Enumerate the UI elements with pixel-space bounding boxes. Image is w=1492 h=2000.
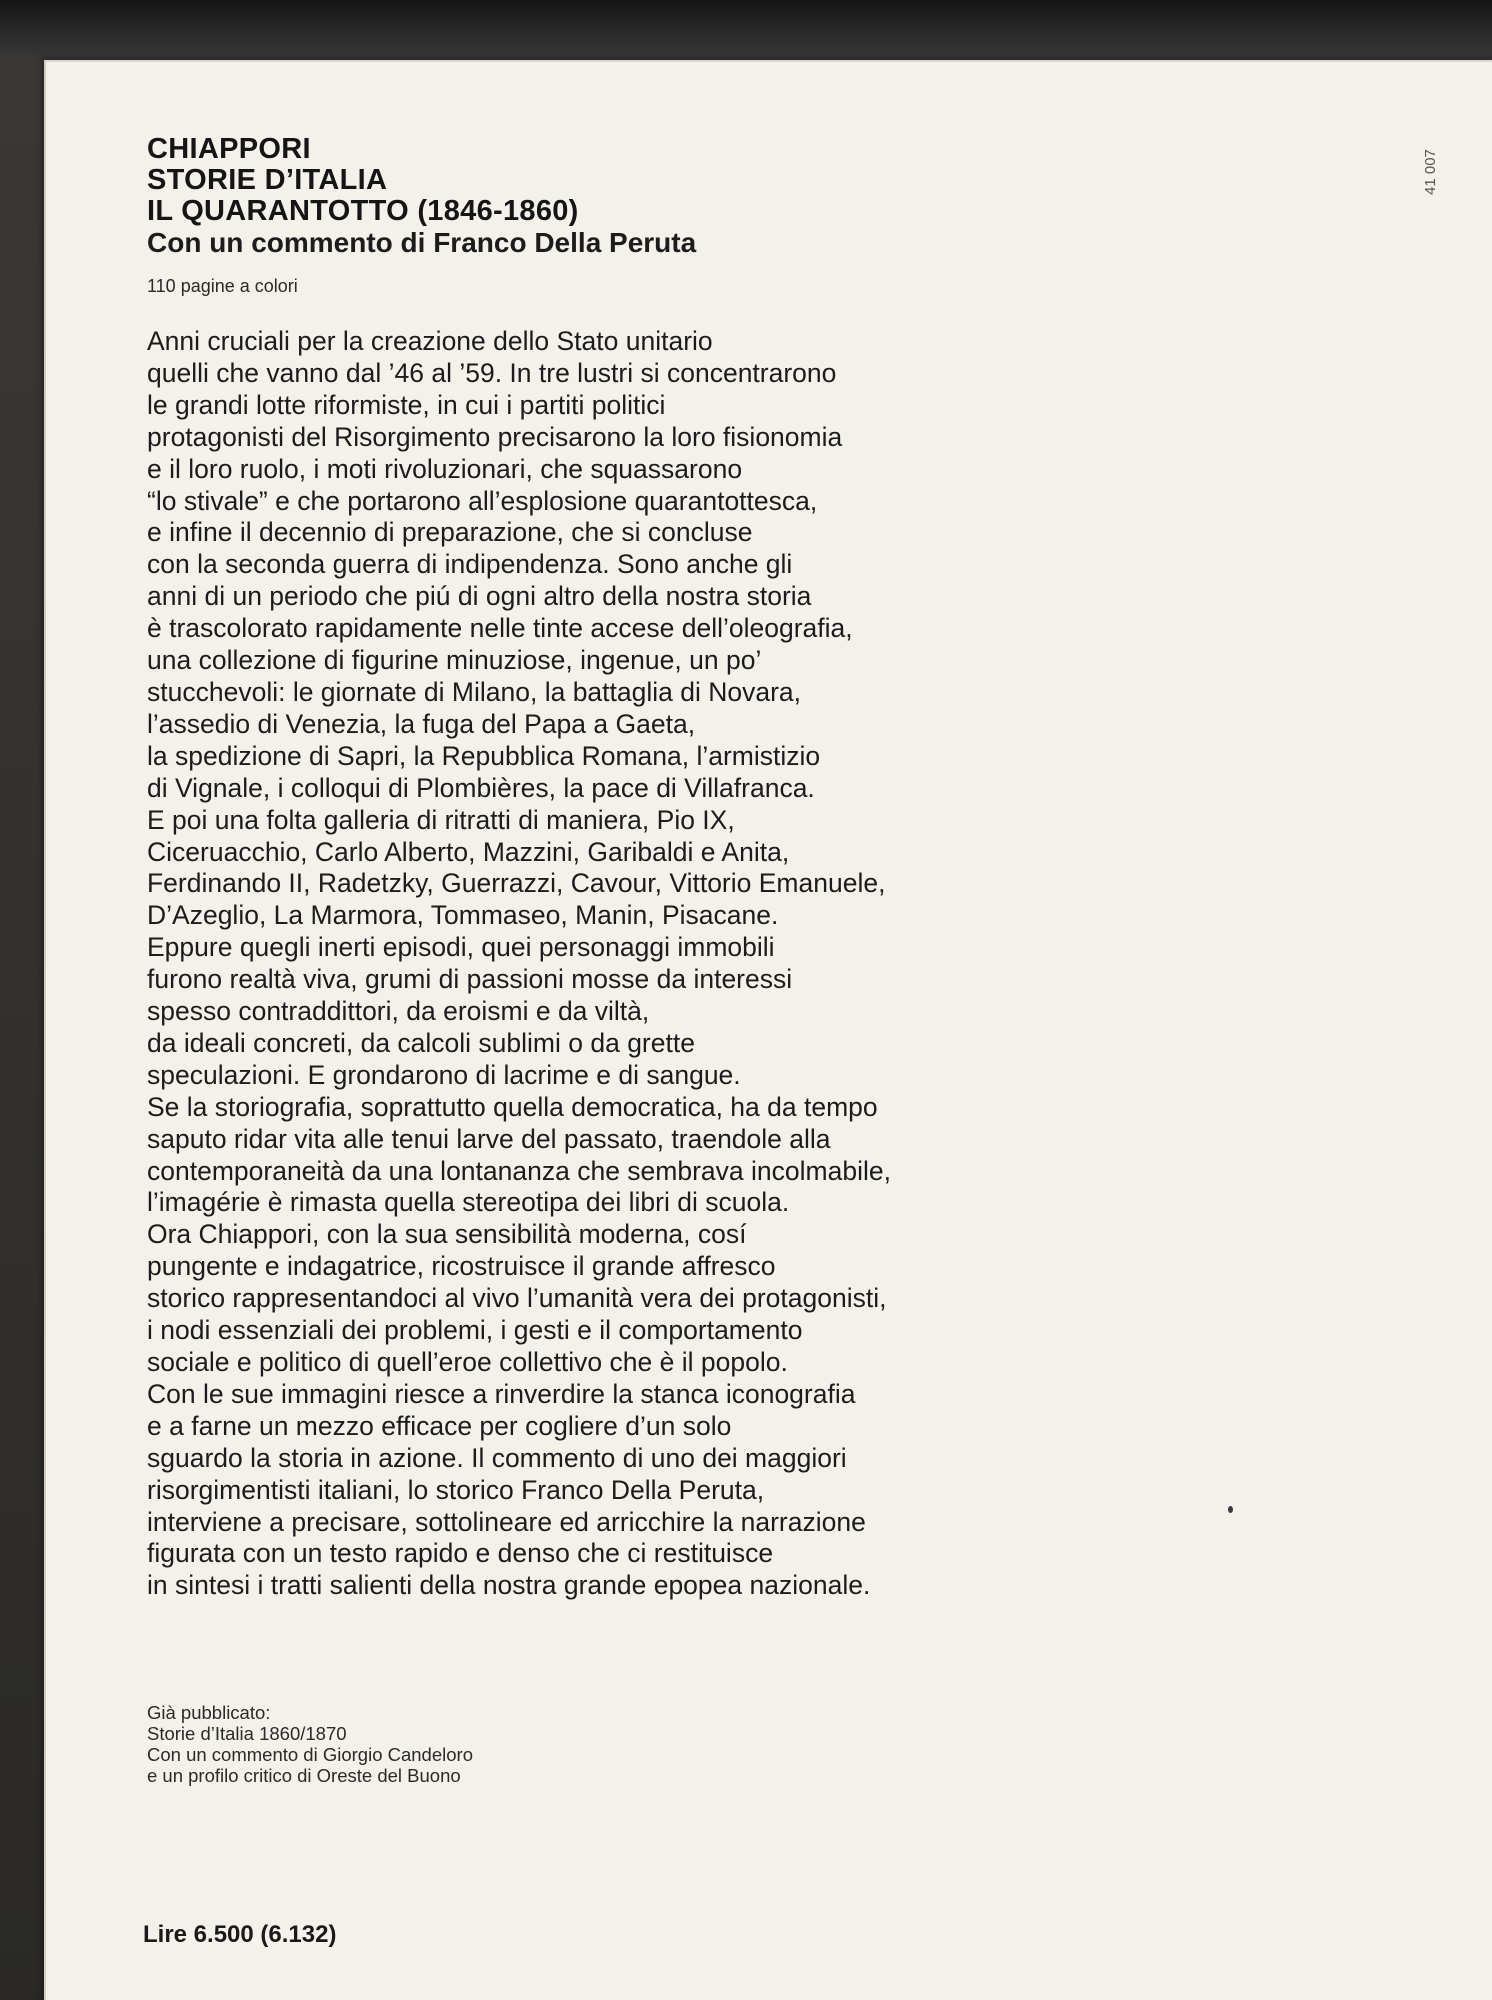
page-count: 110 pagine a colori bbox=[147, 276, 298, 296]
blurb-line: con la seconda guerra di indipendenza. Sono anche gli bbox=[147, 549, 793, 580]
blurb-line: l’assedio di Venezia, la fuga del Papa a Gaeta, bbox=[147, 708, 696, 739]
published-line: Con un commento di Giorgio Candeloro bbox=[147, 1744, 473, 1765]
blurb-line: e il loro ruolo, i moti rivoluzionari, che squassarono bbox=[147, 453, 743, 484]
blurb-line: le grandi lotte riformiste, in cui i partiti politici bbox=[147, 389, 666, 420]
blurb-text bbox=[147, 326, 1137, 1602]
blurb-line: e a farne un mezzo efficace per cogliere d’un solo bbox=[147, 1410, 732, 1441]
blurb-line: Anni cruciali per la creazione dello Stato unitario bbox=[147, 326, 713, 356]
blurb-line: speculazioni. E grondarono di lacrime e di sangue. bbox=[147, 1059, 741, 1090]
blurb-line: stucchevoli: le giornate di Milano, la battaglia di Novara, bbox=[147, 676, 802, 707]
commentary-credit: Con un commento di Franco Della Peruta bbox=[147, 227, 697, 258]
blurb-line: la spedizione di Sapri, la Repubblica Romana, l’armistizio bbox=[147, 740, 821, 771]
blurb-line: e infine il decennio di preparazione, che si concluse bbox=[147, 517, 753, 548]
blurb-line: pungente e indagatrice, ricostruisce il grande affresco bbox=[147, 1251, 776, 1282]
blurb-line: risorgimentisti italiani, lo storico Franco Della Peruta, bbox=[147, 1474, 765, 1505]
blurb-line: da ideali concreti, da calcoli sublimi o da grette bbox=[147, 1027, 695, 1058]
blurb-line: interviene a precisare, sottolineare ed arricchire la narrazione bbox=[147, 1506, 866, 1537]
cover-header bbox=[147, 134, 696, 259]
blurb-line: sguardo la storia in azione. Il commento di uno dei maggiori bbox=[147, 1442, 847, 1473]
blurb-line: Ciceruacchio, Carlo Alberto, Mazzini, Garibaldi e Anita, bbox=[147, 836, 790, 867]
published-line: Già pubblicato: bbox=[147, 1702, 271, 1723]
book-back-cover bbox=[44, 60, 1492, 2000]
blurb-line: i nodi essenziali dei problemi, i gesti e il comportamento bbox=[147, 1315, 803, 1346]
blurb-line: furono realtà viva, grumi di passioni mosse da interessi bbox=[147, 964, 793, 995]
blurb-line: quelli che vanno dal ’46 al ’59. In tre lustri si concentrarono bbox=[147, 357, 837, 388]
blurb-line: in sintesi i tratti salienti della nostra grande epopea nazionale. bbox=[147, 1570, 871, 1601]
blurb-line: di Vignale, i colloqui di Plombières, la pace di Villafranca. bbox=[147, 772, 815, 803]
blurb-line: D’Azeglio, La Marmora, Tommaseo, Manin, Pisacane. bbox=[147, 900, 779, 931]
blurb-line: Se la storiografia, soprattutto quella democratica, ha da tempo bbox=[147, 1091, 878, 1122]
blurb-line: l’imagérie è rimasta quella stereotipa dei libri di scuola. bbox=[147, 1187, 790, 1218]
blurb-line: E poi una folta galleria di ritratti di maniera, Pio IX, bbox=[147, 804, 735, 835]
blurb-line: una collezione di figurine minuziose, ingenue, un po’ bbox=[147, 645, 762, 676]
blurb-line: storico rappresentandoci al vivo l’umanità vera dei protagonisti, bbox=[147, 1283, 887, 1314]
previously-published bbox=[147, 1702, 473, 1786]
published-line: Storie d’Italia 1860/1870 bbox=[147, 1723, 347, 1744]
blurb-line: Ferdinando II, Radetzky, Guerrazzi, Cavour, Vittorio Emanuele, bbox=[147, 868, 886, 899]
paper-speck bbox=[1228, 1506, 1233, 1513]
book-title: IL QUARANTOTTO (1846-1860) bbox=[147, 195, 579, 227]
blurb-line: Eppure quegli inerti episodi, quei personaggi immobili bbox=[147, 932, 775, 963]
blurb-line: saputo ridar vita alle tenui larve del passato, traendole alla bbox=[147, 1123, 831, 1154]
series-title: STORIE D’ITALIA bbox=[147, 164, 388, 196]
blurb-line: “lo stivale” e che portarono all’esplosione quarantottesca, bbox=[147, 485, 818, 516]
blurb-line: sociale e politico di quell’eroe collettivo che è il popolo. bbox=[147, 1347, 788, 1377]
blurb-line: anni di un periodo che piú di ogni altro della nostra storia bbox=[147, 581, 812, 612]
blurb-line: spesso contraddittori, da eroismi e da viltà, bbox=[147, 996, 650, 1027]
blurb-line: contemporaneità da una lontananza che sembrava incolmabile, bbox=[147, 1155, 891, 1186]
blurb-line: è trascolorato rapidamente nelle tinte accese dell’oleografia, bbox=[147, 613, 853, 644]
catalog-code: 41 007 bbox=[1422, 149, 1439, 195]
price-label: Lire 6.500 (6.132) bbox=[143, 1921, 337, 1948]
published-line: e un profilo critico di Oreste del Buono bbox=[147, 1765, 461, 1786]
blurb-line: Ora Chiappori, con la sua sensibilità moderna, cosí bbox=[147, 1219, 747, 1250]
blurb-line: figurata con un testo rapido e denso che ci restituisce bbox=[147, 1538, 774, 1569]
blurb-line: Con le sue immagini riesce a rinverdire la stanca iconografia bbox=[147, 1378, 856, 1409]
author-name: CHIAPPORI bbox=[147, 133, 311, 165]
blurb-line: protagonisti del Risorgimento precisarono la loro fisionomia bbox=[147, 421, 843, 452]
